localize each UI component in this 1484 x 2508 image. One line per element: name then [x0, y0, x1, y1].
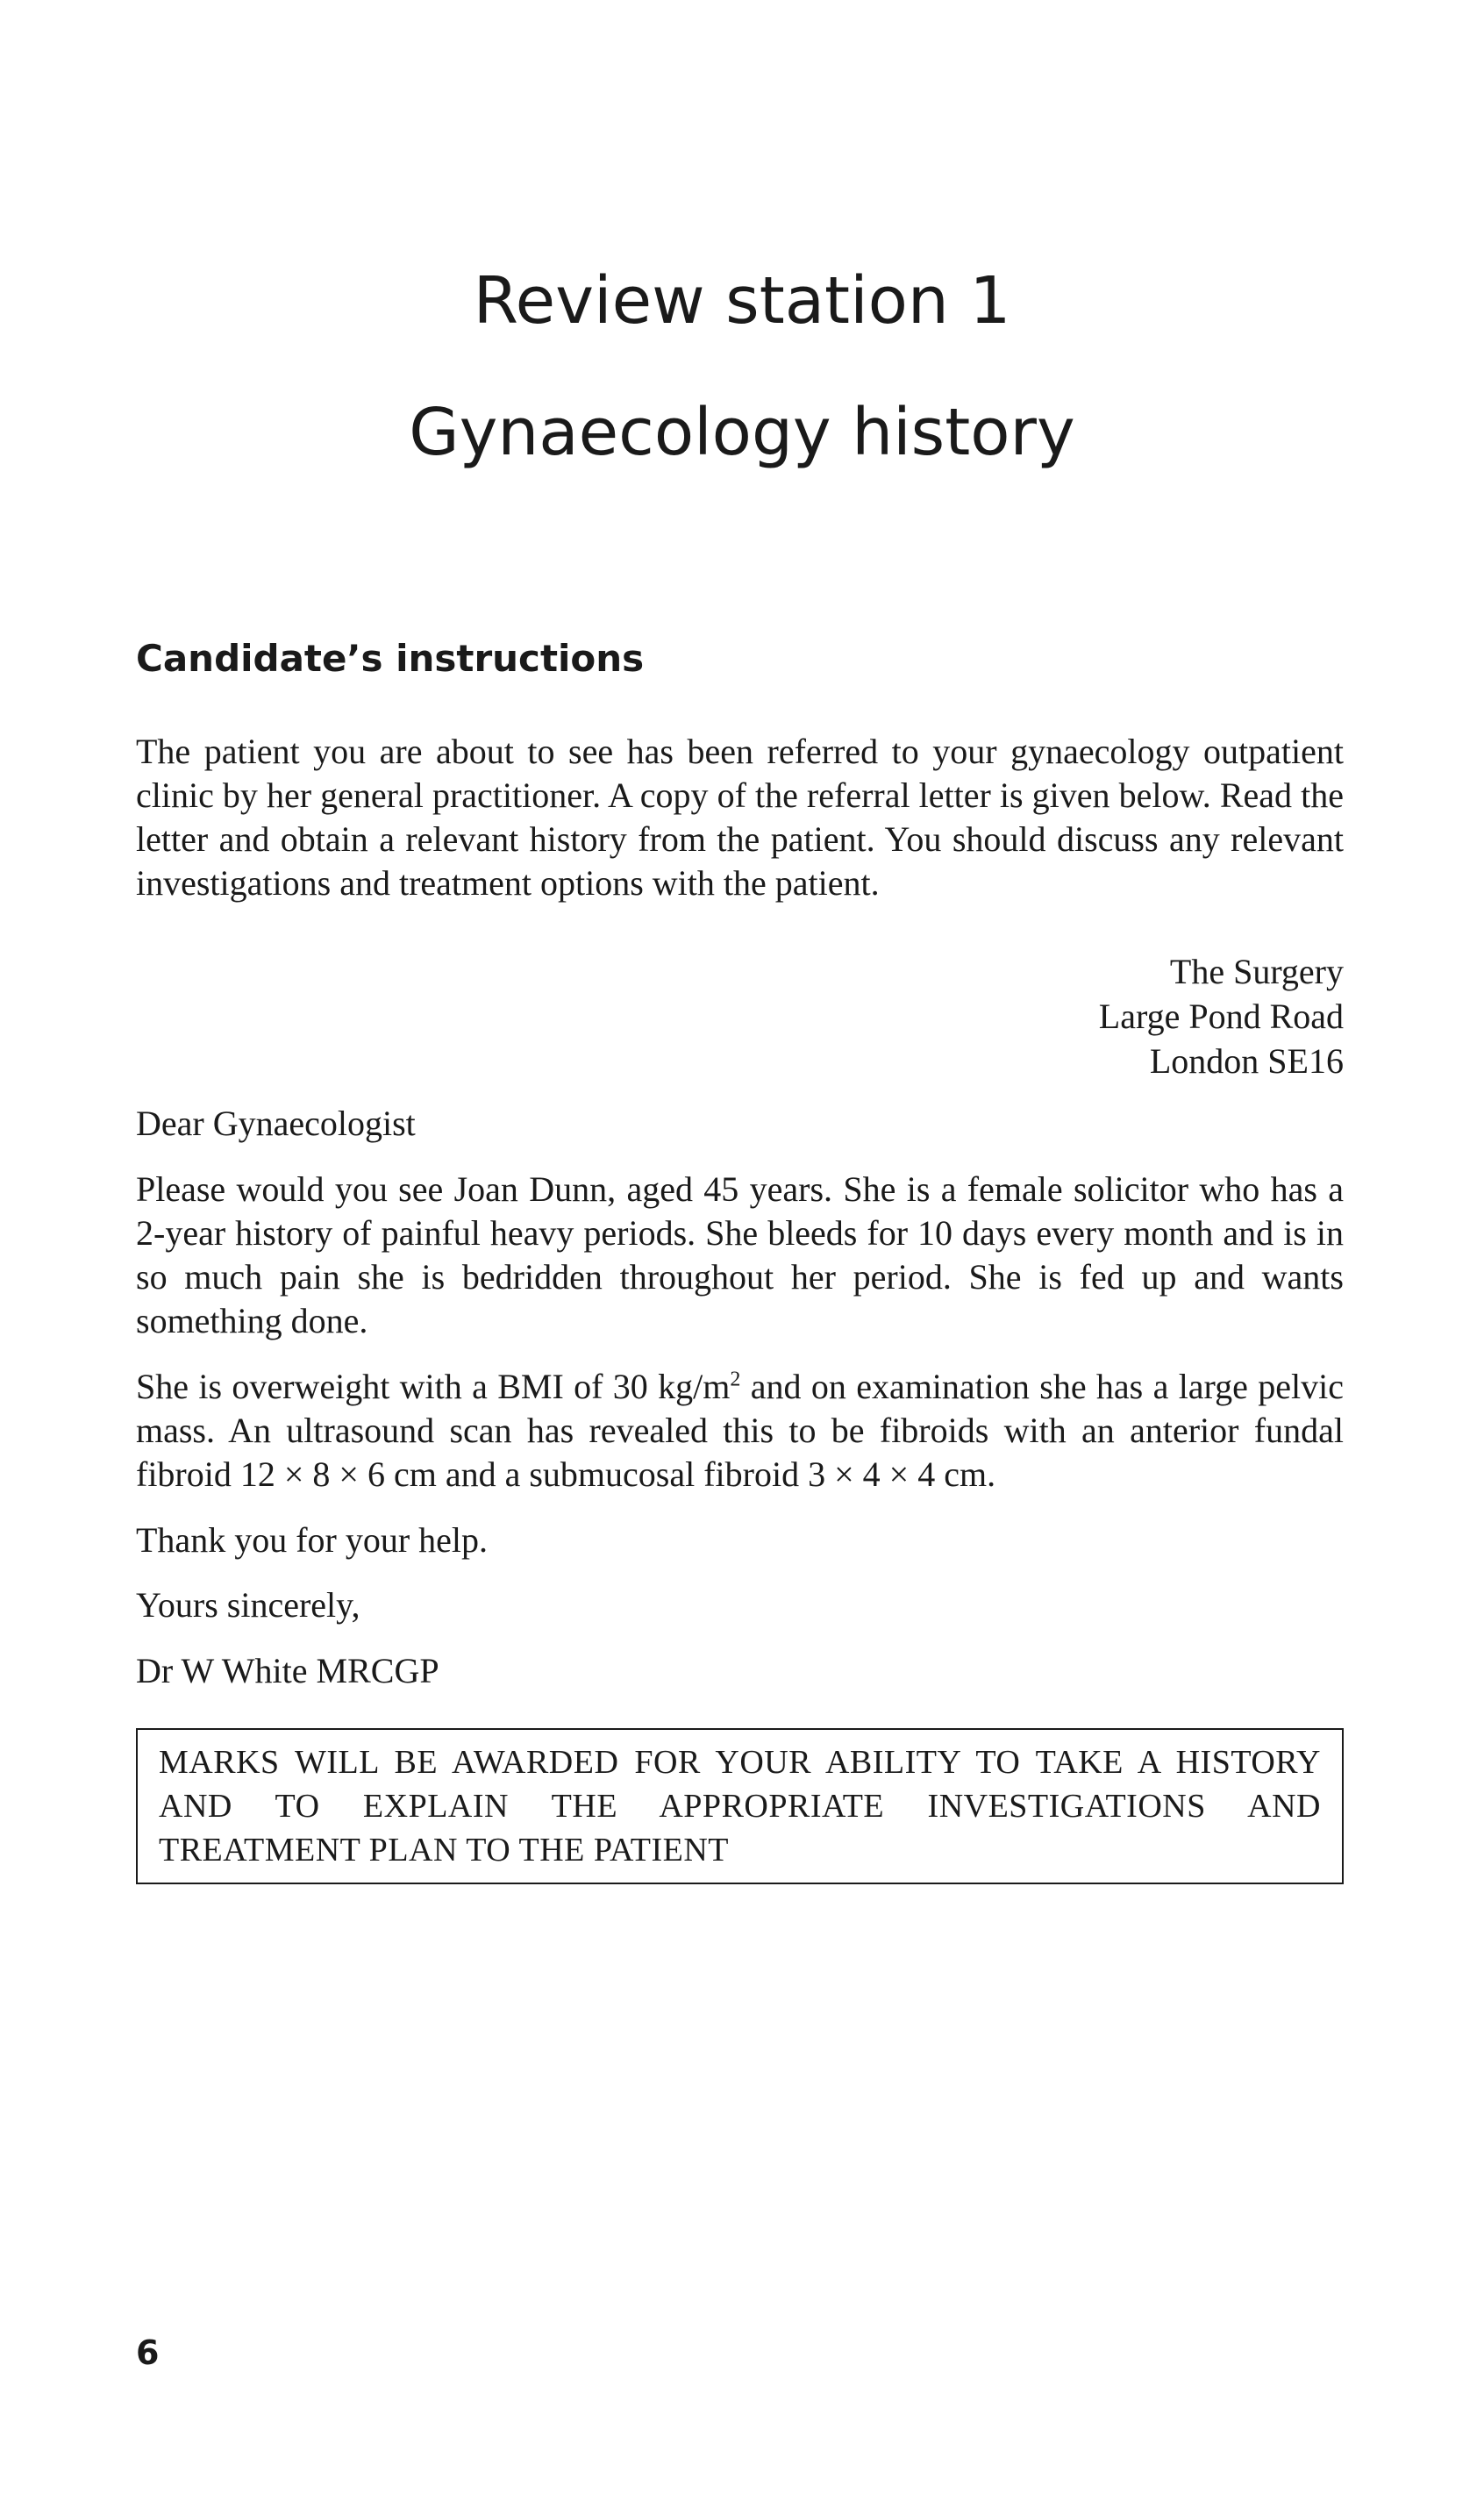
candidate-instructions: The patient you are about to see has been referred to your gynaecology outpatient clinic by her general practitioner. A copy of the referral letter is given below. Read the letter and obtain a relevant history from the patient. You should discuss any relevant investigations and treatment options with the patient. [136, 732, 1344, 903]
letter-closing: Yours sincerely, [136, 1585, 360, 1625]
letter-thanks: Thank you for your help. [136, 1520, 489, 1560]
page-number: 6 [136, 2333, 160, 2372]
letter-signature: Dr W White MRCGP [136, 1651, 439, 1690]
address-line: Large Pond Road [1098, 997, 1344, 1036]
address-line: London SE16 [1149, 1041, 1344, 1081]
letter-paragraph-2 [136, 1365, 1344, 1497]
superscript-squared: 2 [730, 1368, 741, 1391]
chapter-title-line-2: Gynaecology history [409, 395, 1075, 470]
letter-salutation: Dear Gynaecologist [136, 1104, 416, 1143]
letter-paragraph-2-text: She is overweight with a BMI of 30 kg/m [136, 1367, 731, 1406]
chapter-title-line-1: Review station 1 [473, 263, 1011, 339]
letter-paragraph-1: Please would you see Joan Dunn, aged 45 years. She is a female solicitor who has a 2-year history of painful heavy periods. She bleeds for 10 days every month and is in so much pain she is bedridden throughout her period. She is fed up and wants something done. [136, 1169, 1344, 1340]
section-heading: Candidate’s instructions [136, 637, 645, 680]
sender-address [1099, 949, 1344, 1083]
address-line: The Surgery [1169, 952, 1344, 991]
marks-notice-box: MARKS WILL BE AWARDED FOR YOUR ABILITY TO TAKE A HISTORY AND TO EXPLAIN THE APPROPRIATE INVESTIGATIONS AND TREATMENT PLAN TO THE PATIENT [136, 1728, 1344, 1884]
letter-paragraph-2-text-cont: and on examination she has a large pelvic mass. An ultrasound scan has revealed this to be fibroids with an anterior fundal fibroid 12 × 8 × 6 cm and a submucosal fibroid 3 × 4 × 4 cm. [136, 1367, 1344, 1494]
